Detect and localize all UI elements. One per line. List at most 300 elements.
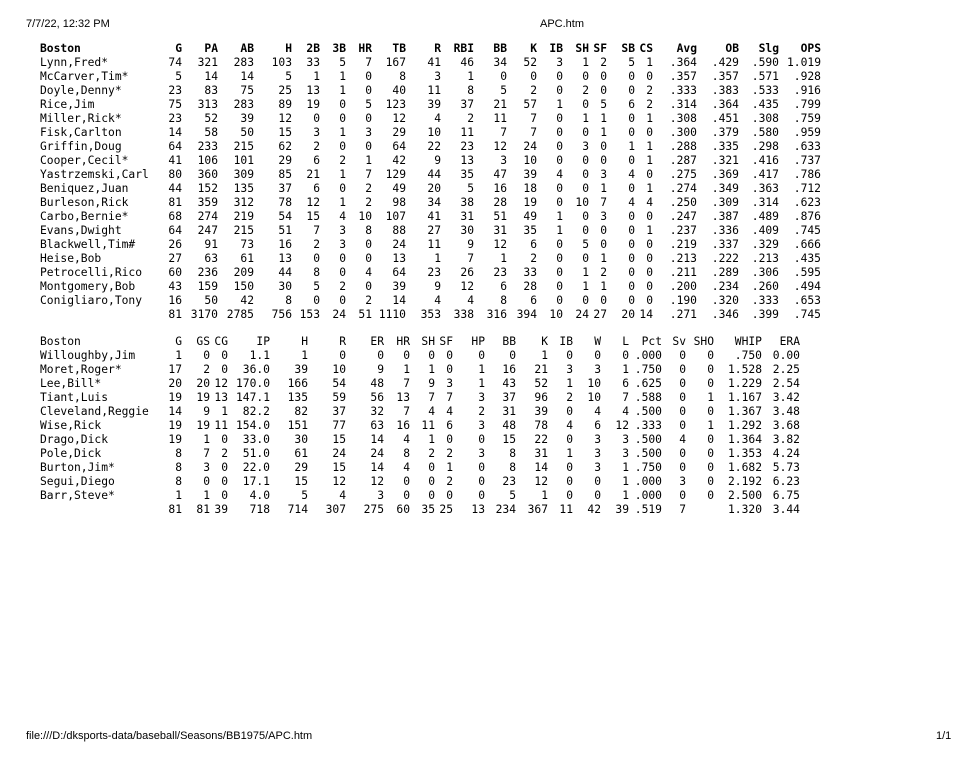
stat-cell: 13 (214, 391, 228, 404)
stat-cell: 0 (556, 196, 563, 209)
stat-cell: .298 (751, 140, 779, 153)
stat-cell: 43 (502, 377, 516, 390)
stat-cell: 3 (600, 168, 607, 181)
stat-cell: 57 (523, 98, 537, 111)
stat-cell: 0 (500, 70, 507, 83)
stat-cell: 6 (313, 182, 320, 195)
stat-cell: 4 (566, 419, 573, 432)
stat-cell: 60 (168, 266, 182, 279)
table-row (40, 224, 821, 238)
stat-cell: 0 (556, 294, 563, 307)
stat-cell: 1 (646, 140, 653, 153)
stat-cell: 1110 (378, 308, 406, 321)
stat-cell: 0 (646, 210, 653, 223)
stat-cell: 0 (365, 84, 372, 97)
stat-cell: 0 (446, 363, 453, 376)
stat-cell: 5 (500, 84, 507, 97)
stat-cell: 7 (500, 126, 507, 139)
stat-cell: 12 (493, 140, 507, 153)
stat-cell: 0 (600, 224, 607, 237)
stat-cell: 38 (460, 196, 474, 209)
stat-cell: .200 (669, 280, 697, 293)
stat-cell: 2 (203, 363, 210, 376)
stat-cell: .213 (751, 252, 779, 265)
table-row (40, 280, 821, 294)
table-row (40, 377, 800, 391)
stat-cell: 1 (500, 252, 507, 265)
stat-cell: 0 (628, 210, 635, 223)
stat-cell: 0 (478, 433, 485, 446)
stat-cell: 23 (460, 140, 474, 153)
stat-cell: 3.44 (772, 503, 800, 516)
stat-cell: 0 (365, 112, 372, 125)
stat-cell: 17.1 (242, 475, 270, 488)
stat-cell: 11 (493, 112, 507, 125)
stat-cell: .625 (634, 377, 662, 390)
stat-cell: 5 (339, 56, 346, 69)
stat-cell: .211 (669, 266, 697, 279)
stat-cell: 135 (233, 182, 254, 195)
stat-cell: 0 (203, 349, 210, 362)
stat-cell: 3 (478, 447, 485, 460)
stat-cell: .799 (793, 98, 821, 111)
stat-cell: 0 (365, 280, 372, 293)
stat-cell: 23 (168, 112, 182, 125)
stat-cell: 8 (399, 70, 406, 83)
stat-cell: 0 (582, 70, 589, 83)
stat-cell: 209 (233, 266, 254, 279)
stat-cell: 0 (628, 294, 635, 307)
stat-cell: .369 (711, 168, 739, 181)
stat-cell: 12 (278, 112, 292, 125)
stat-cell: 3 (377, 489, 384, 502)
stat-cell: R (434, 42, 441, 55)
stat-cell: 0 (582, 126, 589, 139)
stat-cell: .300 (669, 126, 697, 139)
stat-cell: 0 (478, 475, 485, 488)
stat-cell: 0 (556, 182, 563, 195)
stat-cell: 39 (427, 98, 441, 111)
stat-cell: 6 (594, 419, 601, 432)
stat-cell: 19 (168, 419, 182, 432)
stat-cell: .364 (669, 56, 697, 69)
table-row (40, 238, 821, 252)
stat-cell: 1 (541, 489, 548, 502)
stat-cell: 0 (478, 349, 485, 362)
stat-cell: .435 (751, 98, 779, 111)
stat-cell: 4 (628, 196, 635, 209)
stat-cell: 1 (582, 112, 589, 125)
batting-totals-row (40, 308, 821, 322)
stat-cell: 0 (594, 489, 601, 502)
stat-cell: RBI (453, 42, 474, 55)
stat-cell: 2 (221, 447, 228, 460)
table-row (40, 475, 800, 489)
stat-cell: 9 (434, 154, 441, 167)
stat-cell: .580 (751, 126, 779, 139)
stat-cell: 6 (313, 154, 320, 167)
stat-cell: .333 (669, 84, 697, 97)
stat-cell: 52 (534, 377, 548, 390)
stat-cell: 1 (403, 363, 410, 376)
stat-cell: 353 (420, 308, 441, 321)
stat-cell: 34 (493, 56, 507, 69)
table-row (40, 294, 821, 308)
stat-cell: 12 (370, 475, 384, 488)
stat-cell: 61 (294, 447, 308, 460)
stat-cell: 0 (679, 447, 686, 460)
stat-cell: .357 (669, 70, 697, 83)
stat-cell: 3 (594, 447, 601, 460)
stat-cell: 1 (646, 112, 653, 125)
stat-cell: 0 (646, 238, 653, 251)
stat-cell: .336 (711, 224, 739, 237)
stat-cell: .745 (793, 224, 821, 237)
stat-cell: .623 (793, 196, 821, 209)
stat-cell: 0 (600, 70, 607, 83)
stat-cell: 15 (278, 126, 292, 139)
stat-cell: 19 (306, 98, 320, 111)
stat-cell: .928 (793, 70, 821, 83)
stat-cell: 0 (556, 84, 563, 97)
stat-cell: 338 (453, 308, 474, 321)
table-row (40, 98, 821, 112)
table-row (40, 252, 821, 266)
stat-cell: 15 (332, 433, 346, 446)
stat-cell: 4 (339, 210, 346, 223)
stat-cell: .289 (711, 266, 739, 279)
stat-cell: 2 (600, 266, 607, 279)
stat-cell: 12 (493, 238, 507, 251)
stat-cell: .335 (711, 140, 739, 153)
stat-cell: 19 (523, 196, 537, 209)
stat-cell: 107 (385, 210, 406, 223)
stat-cell: 0 (556, 238, 563, 251)
stat-cell: 30 (460, 224, 474, 237)
stat-cell: 3 (594, 461, 601, 474)
stat-cell: 2 (428, 447, 435, 460)
stat-cell: 20 (621, 308, 635, 321)
stat-cell: 14 (370, 433, 384, 446)
stat-cell: 234 (495, 503, 516, 516)
stat-cell: 37 (502, 391, 516, 404)
stat-cell: 3 (679, 475, 686, 488)
stat-cell: .234 (711, 280, 739, 293)
stat-cell: H (285, 42, 292, 55)
stat-cell: 3170 (190, 308, 218, 321)
stat-cell: 0 (707, 461, 714, 474)
stat-cell: 11 (214, 419, 228, 432)
stat-cell: 8 (313, 266, 320, 279)
stat-cell: 1 (203, 433, 210, 446)
stat-cell: 78 (278, 196, 292, 209)
stat-cell: 34 (427, 196, 441, 209)
stat-cell: 4 (403, 461, 410, 474)
stat-cell: .357 (711, 70, 739, 83)
stat-cell: 123 (385, 98, 406, 111)
stat-cell: 2 (530, 84, 537, 97)
stat-cell: 3.48 (772, 405, 800, 418)
stat-cell: 9 (428, 377, 435, 390)
stat-cell: 0 (628, 126, 635, 139)
stat-cell: 6 (446, 419, 453, 432)
table-row (40, 447, 800, 461)
player-name: Lee,Bill* (40, 377, 102, 390)
stat-cell: .759 (793, 112, 821, 125)
stat-cell: 0 (622, 349, 629, 362)
stat-cell: 31 (493, 224, 507, 237)
stat-cell: 1.528 (727, 363, 762, 376)
stat-cell: 367 (527, 503, 548, 516)
stat-cell: 98 (392, 196, 406, 209)
stat-cell: BB (493, 42, 507, 55)
stat-cell: BB (502, 335, 516, 348)
stat-cell: 2.54 (772, 377, 800, 390)
stat-cell: 12 (534, 475, 548, 488)
stat-cell: 0 (646, 126, 653, 139)
stat-cell: 0 (365, 238, 372, 251)
stat-cell: 0 (428, 349, 435, 362)
stat-cell: 28 (523, 280, 537, 293)
stat-cell: 7 (600, 196, 607, 209)
stat-cell: 19 (168, 391, 182, 404)
stat-cell: .417 (751, 168, 779, 181)
stat-cell: 50 (240, 126, 254, 139)
table-row (40, 489, 800, 503)
stat-cell: 101 (233, 154, 254, 167)
stat-cell: 82 (294, 405, 308, 418)
stat-cell: 3 (500, 154, 507, 167)
stat-cell: 33 (306, 56, 320, 69)
stat-cell: 41 (427, 210, 441, 223)
stat-cell: 1 (622, 461, 629, 474)
stat-cell: 14 (168, 405, 182, 418)
stat-cell: 39 (240, 112, 254, 125)
stat-cell: 0 (428, 475, 435, 488)
stat-cell: 8 (365, 224, 372, 237)
stat-cell: 0 (582, 224, 589, 237)
stat-cell: 275 (363, 503, 384, 516)
stat-cell: 10 (332, 363, 346, 376)
stat-cell: 0 (628, 266, 635, 279)
stat-cell: 2.25 (772, 363, 800, 376)
stat-cell: 360 (197, 168, 218, 181)
stat-cell: 5 (175, 70, 182, 83)
stat-cell: 0 (646, 294, 653, 307)
stat-cell: .274 (669, 182, 697, 195)
stat-cell: .321 (711, 154, 739, 167)
stat-cell: Slg (758, 42, 779, 55)
stat-cell: 5 (285, 70, 292, 83)
stat-cell: 1.353 (727, 447, 762, 460)
stat-cell: 17 (168, 363, 182, 376)
stat-cell: 0 (556, 154, 563, 167)
stat-cell: 12 (460, 280, 474, 293)
stat-cell: 3 (446, 377, 453, 390)
stat-cell: 1 (556, 98, 563, 111)
stat-cell: 0 (365, 70, 372, 83)
stat-cell: 2 (600, 56, 607, 69)
stat-cell: 714 (287, 503, 308, 516)
player-name: Barr,Steve* (40, 489, 115, 502)
stat-cell: 3 (478, 391, 485, 404)
stat-cell: 11 (427, 84, 441, 97)
stat-cell: 0 (679, 377, 686, 390)
table-row (40, 126, 821, 140)
stat-cell: 0 (203, 475, 210, 488)
stat-cell: 20 (427, 182, 441, 195)
stat-cell: 13 (471, 503, 485, 516)
stat-cell: 1 (646, 56, 653, 69)
stat-cell: 0 (582, 210, 589, 223)
stat-cell: .916 (793, 84, 821, 97)
stat-cell: 1 (646, 224, 653, 237)
table-row (40, 168, 821, 182)
stat-cell: 27 (593, 308, 607, 321)
stat-cell: 312 (233, 196, 254, 209)
stat-cell: 13 (392, 252, 406, 265)
player-name: Drago,Dick (40, 433, 109, 446)
stat-cell: .451 (711, 112, 739, 125)
stat-cell: .000 (634, 349, 662, 362)
stat-cell: 1 (301, 349, 308, 362)
stat-cell: 47 (493, 168, 507, 181)
stat-cell: 3 (566, 363, 573, 376)
stat-cell: 1 (622, 489, 629, 502)
stat-cell: 1 (313, 70, 320, 83)
stat-cell: 3 (434, 70, 441, 83)
stat-cell: 8 (285, 294, 292, 307)
stat-cell: 30 (294, 433, 308, 446)
stat-cell: 0 (566, 461, 573, 474)
stat-cell: 718 (249, 503, 270, 516)
stat-cell: 64 (168, 140, 182, 153)
stat-cell: 0 (628, 182, 635, 195)
stat-cell: 1 (428, 363, 435, 376)
stat-cell: 0 (339, 182, 346, 195)
stat-cell: 58 (204, 126, 218, 139)
stat-cell: 6 (622, 377, 629, 390)
stat-cell: 41 (427, 56, 441, 69)
player-name: Fisk,Carlton (40, 126, 122, 139)
stat-cell: 28 (493, 196, 507, 209)
stat-cell: 0 (365, 252, 372, 265)
stat-cell: 1 (646, 182, 653, 195)
stat-cell: 4 (403, 433, 410, 446)
stat-cell: 81 (168, 503, 182, 516)
stat-cell: 1 (566, 447, 573, 460)
stat-cell: W (594, 335, 601, 348)
table-row (40, 461, 800, 475)
stat-cell: 11 (559, 503, 573, 516)
stat-cell: 39 (392, 280, 406, 293)
table-row (40, 433, 800, 447)
stat-cell: 6 (628, 98, 635, 111)
stat-cell: 4 (594, 405, 601, 418)
stat-cell: 12 (306, 196, 320, 209)
stat-cell: 0 (221, 489, 228, 502)
stat-cell: 0 (566, 489, 573, 502)
stat-cell: 39 (615, 503, 629, 516)
stat-cell: .429 (711, 56, 739, 69)
stat-cell: .750 (634, 363, 662, 376)
stat-cell: .222 (711, 252, 739, 265)
stat-cell: .333 (634, 419, 662, 432)
stat-cell: 5 (313, 280, 320, 293)
stat-cell: 1 (566, 377, 573, 390)
stat-cell: 29 (294, 461, 308, 474)
stat-cell: 0 (221, 461, 228, 474)
stat-cell: .000 (634, 489, 662, 502)
stat-cell: OB (725, 42, 739, 55)
stat-cell: 2 (365, 294, 372, 307)
stat-cell: 48 (370, 377, 384, 390)
stat-cell: 4 (622, 405, 629, 418)
table-row (40, 405, 800, 419)
stat-cell: 35 (421, 503, 435, 516)
stat-cell: 24 (575, 308, 589, 321)
stat-cell: 11 (460, 126, 474, 139)
stat-cell: 1 (707, 419, 714, 432)
stat-cell: 77 (332, 419, 346, 432)
stat-cell: 2 (339, 280, 346, 293)
stat-cell: 44 (278, 266, 292, 279)
stat-cell: .399 (751, 308, 779, 321)
stat-cell: 32 (370, 405, 384, 418)
stat-cell: .190 (669, 294, 697, 307)
stat-cell: 0 (582, 98, 589, 111)
pitching-table (40, 335, 800, 517)
stat-cell: 4 (628, 168, 635, 181)
stat-cell: 13 (396, 391, 410, 404)
stat-cell: 2 (530, 252, 537, 265)
stat-cell: 23 (168, 84, 182, 97)
table-row (40, 266, 821, 280)
stat-cell: 6.75 (772, 489, 800, 502)
stat-cell: 14 (370, 461, 384, 474)
batting-table (40, 42, 821, 322)
stat-cell: 147.1 (235, 391, 270, 404)
stat-cell: 5 (509, 489, 516, 502)
stat-cell: 82.2 (242, 405, 270, 418)
stat-cell: 0 (582, 252, 589, 265)
stat-cell: 2 (582, 84, 589, 97)
stat-cell: 39 (294, 363, 308, 376)
stat-cell: 0 (566, 475, 573, 488)
stat-cell: 233 (197, 140, 218, 153)
print-page-number: 1/1 (936, 730, 952, 742)
stat-cell: 36.0 (242, 363, 270, 376)
stat-cell: 0 (221, 433, 228, 446)
stat-cell: 46 (460, 56, 474, 69)
player-name: Conigliaro,Tony (40, 294, 143, 307)
stat-cell: 63 (204, 252, 218, 265)
stat-cell: 22 (534, 433, 548, 446)
stat-cell (686, 503, 714, 517)
stat-cell: 59 (332, 391, 346, 404)
stat-cell: 3 (478, 419, 485, 432)
stat-cell: 0 (679, 405, 686, 418)
stat-cell: 30 (278, 280, 292, 293)
stat-cell: 27 (168, 252, 182, 265)
stat-cell: H (301, 335, 308, 348)
stat-cell: .750 (734, 349, 762, 362)
stat-cell: 2 (478, 405, 485, 418)
stat-cell: 0 (556, 70, 563, 83)
stat-cell: 0 (556, 112, 563, 125)
table-row (40, 363, 800, 377)
stat-cell: 15 (294, 475, 308, 488)
